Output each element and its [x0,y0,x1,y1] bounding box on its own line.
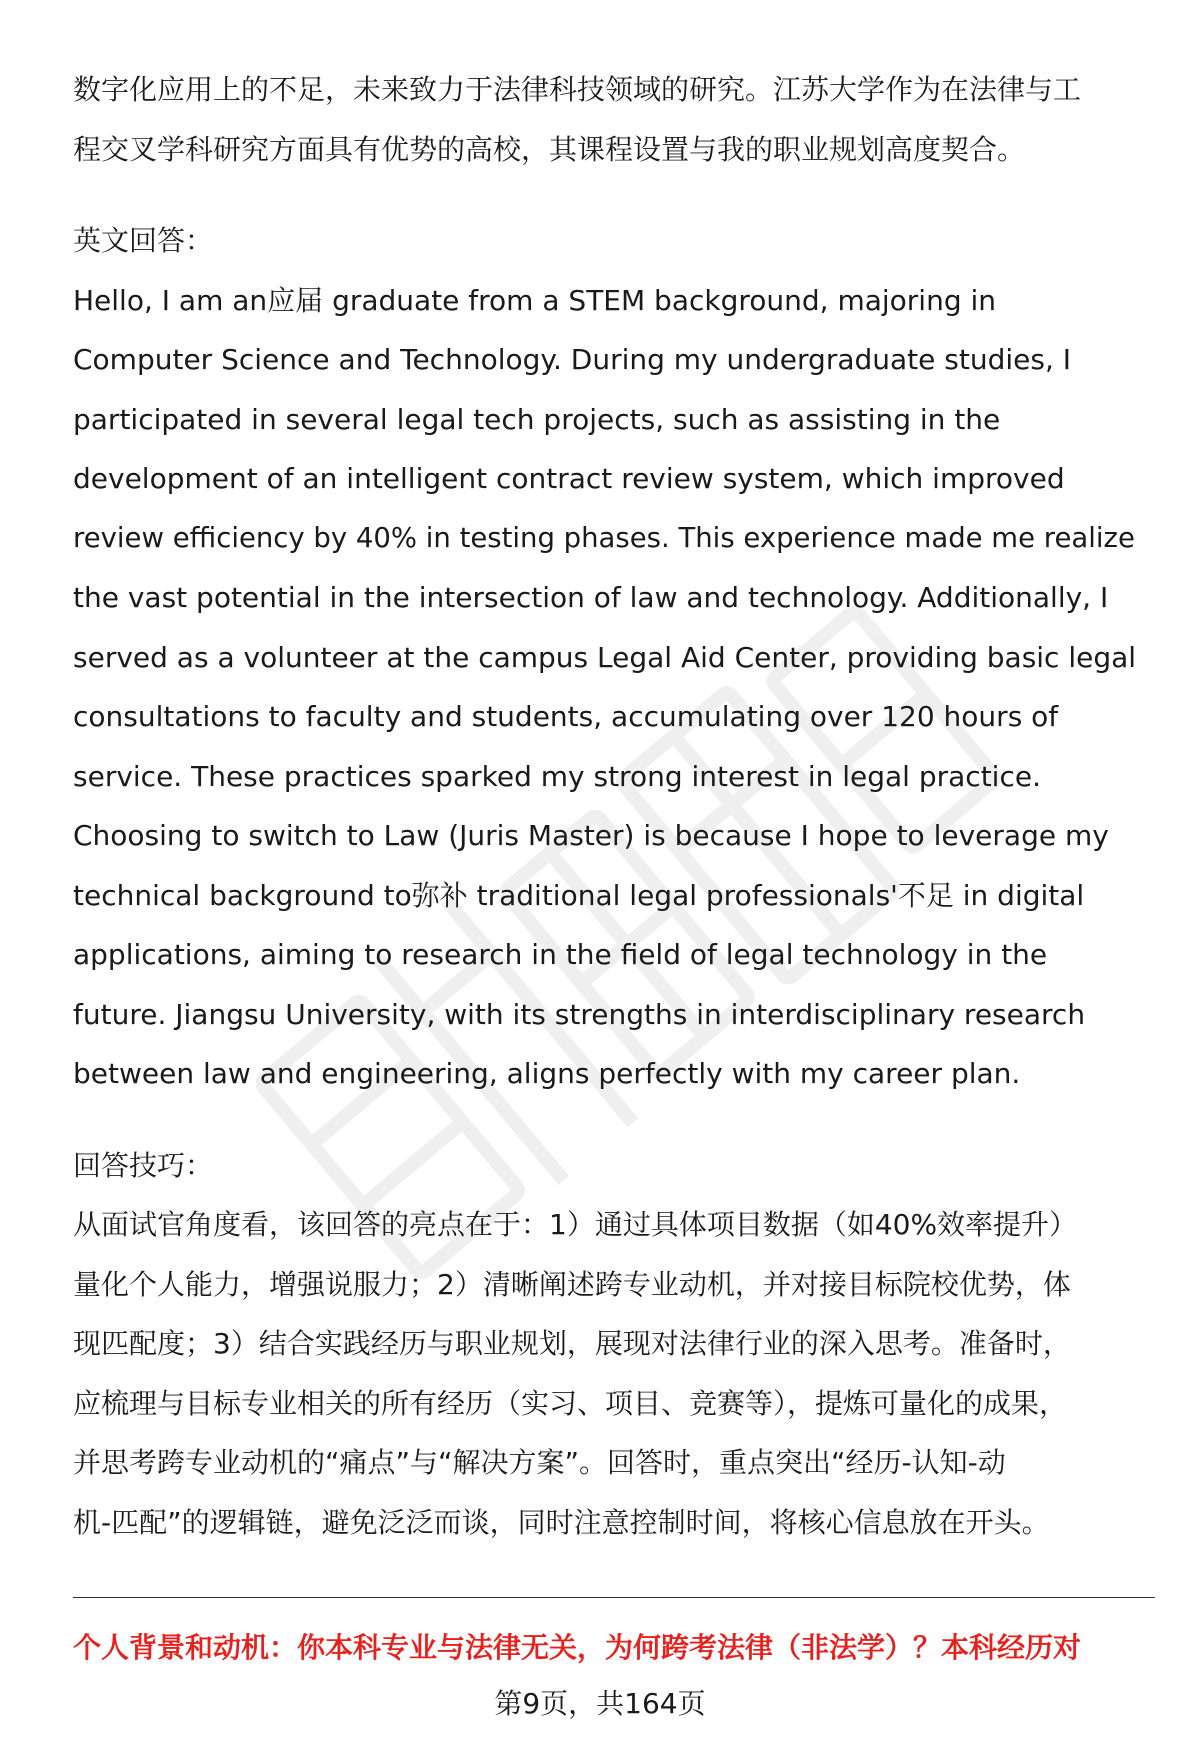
text-line: participated in several legal tech projects, such as assisting in the [73,402,1001,436]
tips-paragraph [73,1195,1153,1552]
next-question-title: 个人背景和动机：你本科专业与法律无关，为何跨考法律（非法学）？本科经历对 [73,1631,1082,1664]
document-body [73,60,1153,1552]
text-line: the vast potential in the intersection of law and technology. Additionally, I [73,581,1109,614]
text-line: service. These practices sparked my strong interest in legal practice. [73,759,1041,793]
text-line: 机-匹配”的逻辑链，避免泛泛而谈，同时注意控制时间，将核心信息放在开头。 [73,1505,1050,1539]
text-line: 数字化应用上的不足，未来致力于法律科技领域的研究。江苏大学作为在法律与工 [73,73,1082,106]
text-line: served as a volunteer at the campus Legal Aid Center, providing basic legal [73,640,1137,674]
text-line: Hello, I am an应届 graduate from a STEM background, majoring in [73,283,997,317]
text-line: technical background to弥补 traditional legal professionals'不足 in digital [73,878,1085,912]
section-divider [73,1597,1155,1598]
text-line: 程交叉学科研究方面具有优势的高校，其课程设置与我的职业规划高度契合。 [73,132,1026,166]
text-line: development of an intelligent contract review system, which improved [73,462,1065,495]
text-line: 量化个人能力，增强说服力；2）清晰阐述跨专业动机，并对接目标院校优势，体 [73,1267,1071,1301]
text-line: 现匹配度；3）结合实践经历与职业规划，展现对法律行业的深入思考。准备时， [73,1327,1071,1360]
text-line: review efficiency by 40% in testing phases. This experience made me realize [73,521,1135,554]
text-line: future. Jiangsu University, with its strengths in interdisciplinary research [73,997,1086,1031]
english-answer-heading: 英文回答： [73,224,214,257]
text-line: 应梳理与目标专业相关的所有经历（实习、项目、竞赛等），提炼可量化的成果， [73,1386,1068,1420]
text-line: 并思考跨专业动机的“痛点”与“解决方案”。回答时，重点突出“经历-认知-动 [73,1446,1006,1479]
text-line: 从面试官角度看，该回答的亮点在于：1）通过具体项目数据（如40%效率提升） [73,1208,1078,1241]
text-line: Computer Science and Technology. During my undergraduate studies, I [73,343,1072,376]
text-line: Choosing to switch to Law (Juris Master) is because I hope to leverage my [73,819,1109,852]
text-line: between law and engineering, aligns perfectly with my career plan. [73,1057,1021,1090]
intro-tail-paragraph [73,60,1153,179]
tips-heading: 回答技巧： [73,1148,214,1182]
english-answer-paragraph [73,271,1153,1104]
text-line: consultations to faculty and students, accumulating over 120 hours of [73,700,1059,733]
page-number: 第9页，共164页 [494,1687,706,1720]
text-line: applications, aiming to research in the field of legal technology in the [73,938,1048,971]
